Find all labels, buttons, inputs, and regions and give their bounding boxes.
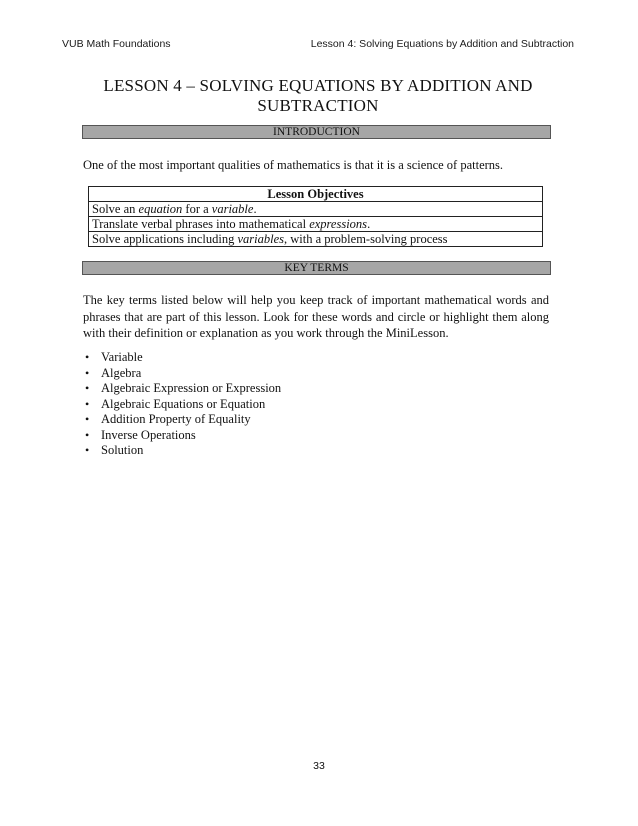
list-item: • Algebra xyxy=(85,365,142,380)
objective-item-1: Solve an equation for a variable. xyxy=(89,202,543,217)
bullet-icon: • xyxy=(85,412,90,426)
running-header xyxy=(62,38,574,56)
lesson-objectives-table xyxy=(88,186,543,247)
objective-item-2: Translate verbal phrases into mathematical expressions. xyxy=(89,217,543,232)
introduction-text: One of the most important qualities of mathematics is that it is a science of patterns. xyxy=(83,158,504,172)
list-item: • Algebraic Expression or Expression xyxy=(85,381,282,395)
key-terms-intro-text: The key terms listed below will help you keep track of important mathematical words and phrases that are part of this lesson. Look for these words and circle or highlight them along with their definition or explanation as you work through the MiniLesson. xyxy=(83,293,549,340)
page-number: 33 xyxy=(313,760,325,772)
objective-row xyxy=(89,217,543,232)
objectives-header-row xyxy=(89,187,543,202)
bullet-icon: • xyxy=(85,443,90,457)
key-terms-list xyxy=(83,350,281,459)
bullet-icon: • xyxy=(85,396,90,411)
bullet-icon: • xyxy=(85,427,90,442)
bullet-icon: • xyxy=(85,381,90,395)
list-item: • Solution xyxy=(85,443,144,457)
objectives-heading: Lesson Objectives xyxy=(89,187,543,202)
objective-row xyxy=(89,232,543,247)
introduction-heading-bar: INTRODUCTION xyxy=(82,125,551,139)
header-course-name: VUB Math Foundations xyxy=(62,38,171,50)
bullet-icon: • xyxy=(85,365,90,380)
bullet-icon: • xyxy=(85,350,90,364)
list-item: • Algebraic Equations or Equation xyxy=(85,396,266,411)
lesson-title-line-2: SUBTRACTION xyxy=(257,96,379,115)
objective-item-3: Solve applications including variables, with a problem-solving process xyxy=(89,232,543,247)
header-lesson-name: Lesson 4: Solving Equations by Addition and Subtraction xyxy=(310,38,574,50)
list-item: • Addition Property of Equality xyxy=(85,412,251,426)
lesson-title xyxy=(62,76,574,116)
list-item: • Variable xyxy=(85,350,143,364)
list-item: • Inverse Operations xyxy=(85,427,196,442)
key-terms-heading-bar: KEY TERMS xyxy=(82,261,551,275)
lesson-title-line-1: LESSON 4 – SOLVING EQUATIONS BY ADDITION AND xyxy=(103,76,533,95)
objective-row xyxy=(89,202,543,217)
